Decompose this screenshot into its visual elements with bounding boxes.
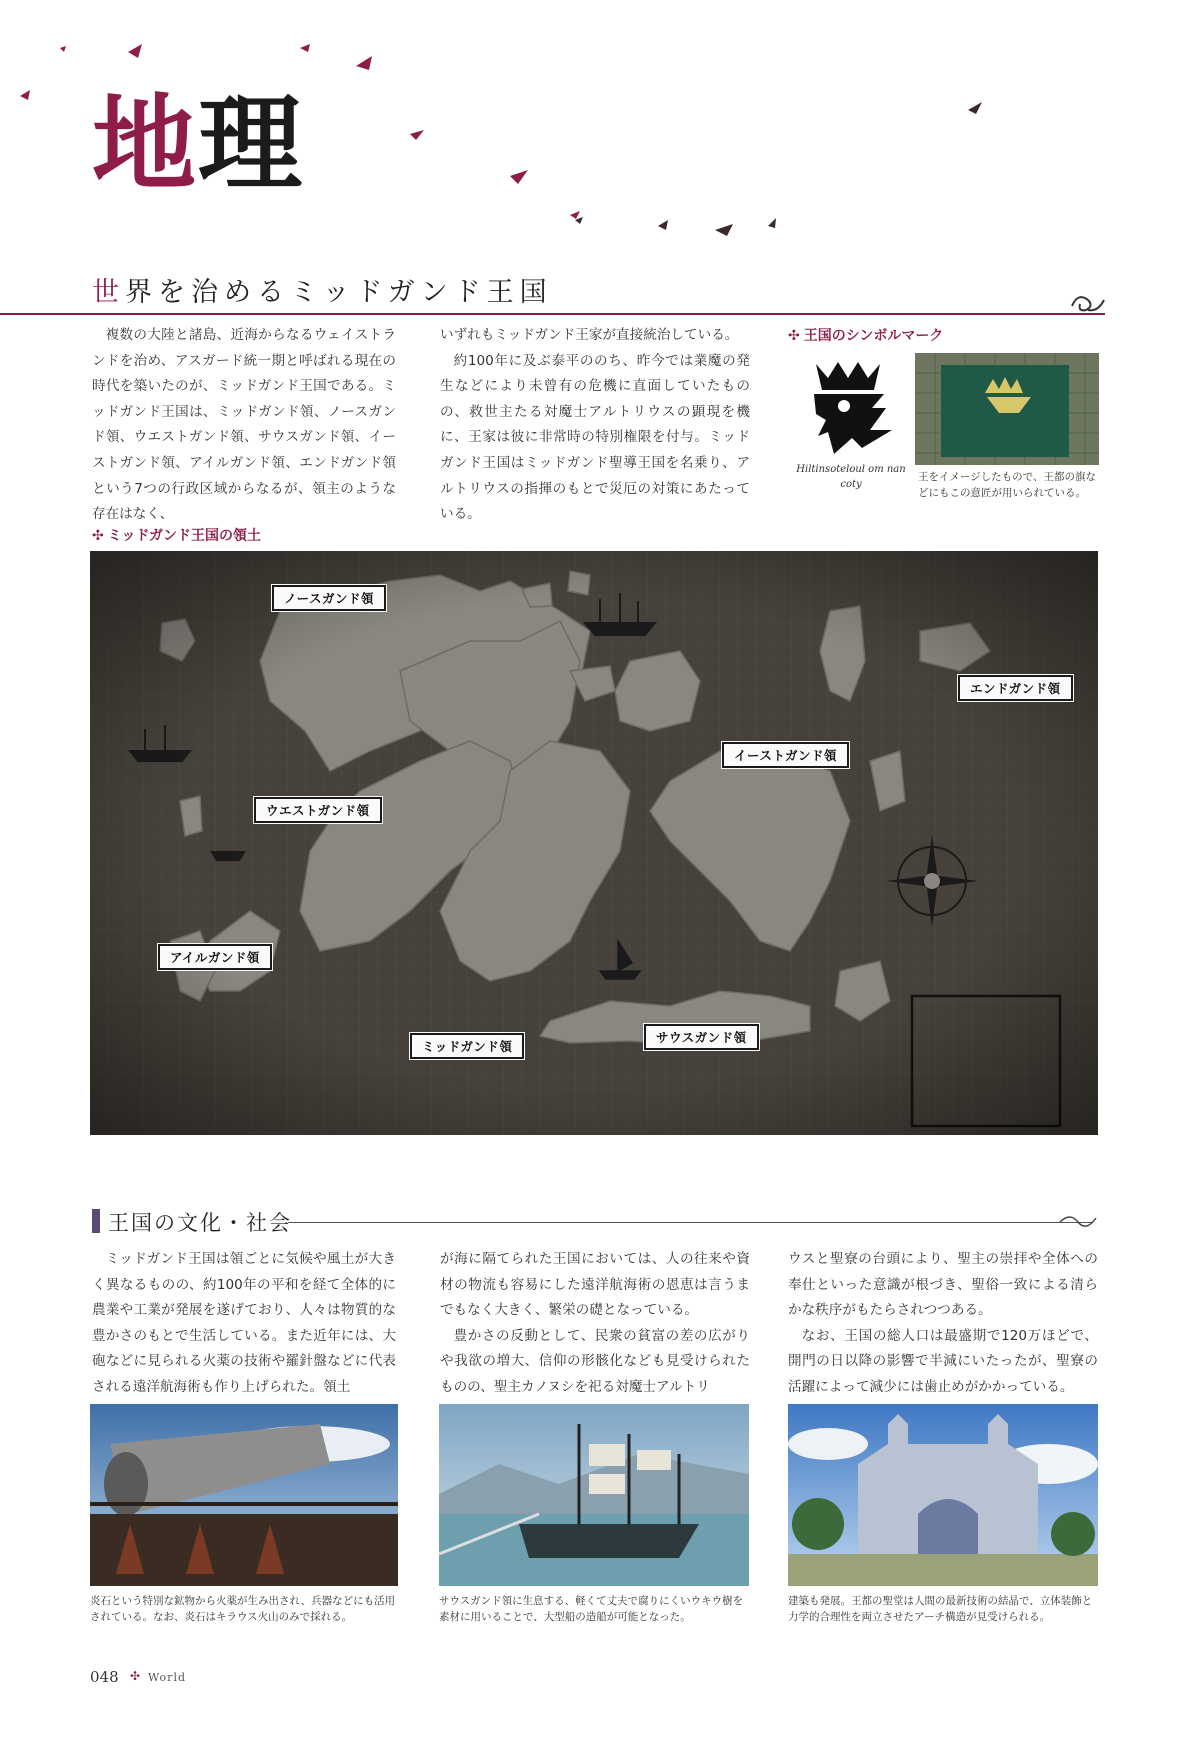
banner-photo xyxy=(915,353,1099,465)
region-label-isle: アイルガンド領 xyxy=(158,944,272,970)
emblem-script-text: Hiltinsoteloul om nan coty xyxy=(796,464,906,490)
region-label-east: イーストガンド領 xyxy=(722,742,849,768)
section-heading-culture: 王国の文化・社会 xyxy=(108,1211,292,1235)
symbol-heading xyxy=(788,325,943,345)
intro-paragraph-1: 複数の大陸と諸島、近海からなるウェイストランドを治め、アスガード統一期と呼ばれる現在の時代を築いたのが、ミッドガンド王国である。ミッドガンド王国は、ミッドガンド領、ノースガンド領、ウエストガンド領、サウスガンド領、イーストガンド領、アイルガンド領、エンドガンド領という7つの行政区域からなるが、領主のような存在はなく、 xyxy=(92,327,396,523)
map-heading xyxy=(92,525,261,545)
map-heading-text: ミッドガンド王国の領土 xyxy=(107,528,262,544)
section2-rule xyxy=(288,1222,1093,1223)
footer-sparkle-icon: ✣ xyxy=(130,1669,141,1683)
intro-column-1 xyxy=(92,323,396,528)
crown-emblem xyxy=(796,356,906,460)
ship-photo xyxy=(439,1404,749,1586)
symbol-heading-text: 王国のシンボルマーク xyxy=(803,328,944,344)
page-title xyxy=(92,82,305,205)
flourish-ornament-icon xyxy=(1058,1212,1098,1236)
culture-paragraph-3: 豊かさの反動として、民衆の貧富の差の広がりや我欲の増大、信仰の形骸化なども見受けられたものの、聖主カノヌシを祀る対魔士アルトリ xyxy=(440,1327,750,1395)
cannon-caption: 炎石という特別な鉱物から火薬が生み出され、兵器などにも活用されている。なお、炎石はキラウス火山のみで採れる。 xyxy=(90,1595,396,1623)
title-char-2: 理 xyxy=(198,82,305,205)
page-number: 048 xyxy=(90,1668,119,1686)
cannon-photo xyxy=(90,1404,398,1586)
map-graphic xyxy=(90,551,1098,1135)
culture-column-3 xyxy=(788,1247,1098,1401)
region-label-north: ノースガンド領 xyxy=(272,585,386,611)
intro-column-2 xyxy=(440,323,750,528)
culture-column-2 xyxy=(440,1247,750,1401)
heading-rest: 界を治めるミッドガンド王国 xyxy=(125,277,553,308)
sparkle-icon: ✣ xyxy=(92,528,104,544)
kingdom-map xyxy=(90,551,1098,1135)
ship-caption: サウスガンド領に生息する、軽くて丈夫で腐りにくいウキウ樹を素材に用いることで、大型船の造船が可能となった。 xyxy=(439,1595,744,1623)
sparkle-icon: ✣ xyxy=(788,328,800,344)
intro-paragraph-2: いずれもミッドガンド王家が直接統治している。 xyxy=(440,327,739,343)
footer-section-word: World xyxy=(148,1671,186,1684)
intro-paragraph-3: 約100年に及ぶ泰平ののち、昨今では業魔の発生などにより未曾有の危機に直面していたものの、救世主たる対魔士アルトリウスの顕現を機に、王家は彼に非常時の特別権限を付与。ミッドガンド王国はミッドガンド聖導王国を名乗り、アルトリウスの指揮のもとで災厄の対策にあたっている。 xyxy=(440,352,750,523)
culture-paragraph-1: ミッドガンド王国は領ごとに気候や風土が大きく異なるものの、約100年の平和を経て全体的に農業や工業が発展を遂げており、人々は物質的な豊かさのもとで生活している。また近年には、大砲などに見られる火薬の技術や羅針盤などに代表される遠洋航海術も作り上げられた。領土 xyxy=(92,1251,396,1395)
region-label-south: サウスガンド領 xyxy=(644,1024,759,1050)
culture-paragraph-2: が海に隔てられた王国においては、人の往来や資材の物流も容易にした遠洋航海術の恩恵は言うまでもなく大きく、繁栄の礎となっている。 xyxy=(440,1251,750,1319)
section-marker xyxy=(92,1209,100,1233)
region-label-mid: ミッドガンド領 xyxy=(410,1033,524,1059)
heading-accent-char: 世 xyxy=(92,277,125,308)
title-char-1: 地 xyxy=(92,82,199,205)
region-label-west: ウエストガンド領 xyxy=(254,797,382,823)
cathedral-caption: 建築も発展。王都の聖堂は人間の最新技術の結晶で、立体装飾と力学的合理性を両立させたアーチ構造が見受けられる。 xyxy=(788,1595,1093,1623)
cathedral-photo xyxy=(788,1404,1098,1586)
crown-emblem-icon xyxy=(796,356,906,460)
symbol-caption: 王をイメージしたもので、王都の旗などにもこの意匠が用いられている。 xyxy=(918,471,1096,499)
culture-paragraph-5: なお、王国の総人口は最盛期で120万ほどで、開門の日以降の影響で半減にいたったが、聖寮の活躍によって減少には歯止めがかかっている。 xyxy=(788,1327,1098,1395)
region-label-end: エンドガンド領 xyxy=(958,675,1073,701)
culture-column-1 xyxy=(92,1247,396,1401)
swirl-ornament-icon xyxy=(1068,288,1106,320)
culture-paragraph-4: ウスと聖寮の台頭により、聖主の崇拝や全体への奉仕といった意識が根づき、聖俗一致による清らかな秩序がもたらされつつある。 xyxy=(788,1251,1098,1319)
heading-rule xyxy=(0,313,1105,315)
section-heading-kingdom xyxy=(92,270,553,309)
